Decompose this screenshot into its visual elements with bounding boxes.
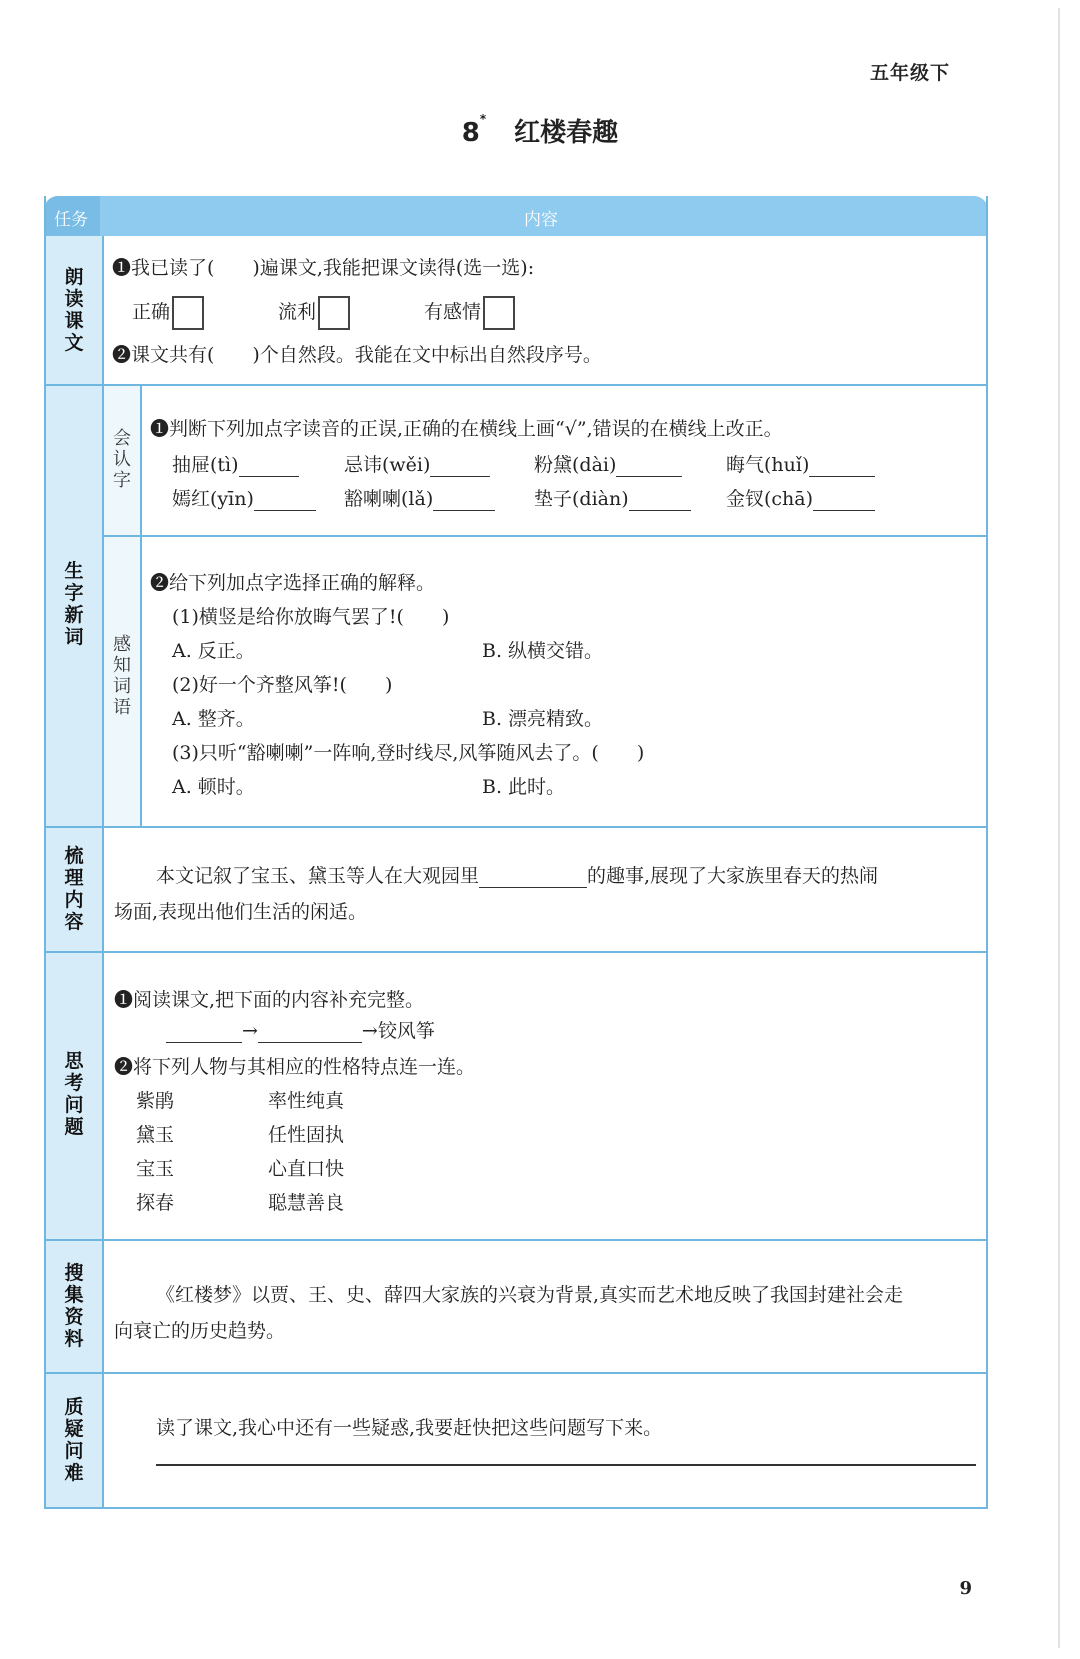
page-edge-shadow (1058, 8, 1060, 1648)
header-content: 内容 (524, 210, 558, 230)
checkbox[interactable] (318, 296, 350, 330)
row-label-summary: 梳 理 内 容 (64, 845, 84, 933)
header-task: 任务 (54, 210, 88, 230)
answer-blank[interactable] (479, 867, 587, 888)
read-question-2: ❷课文共有( )个自然段。我能在文中标出自然段序号。 (112, 344, 602, 366)
collect-text: 《红楼梦》以贾、王、史、薛四大家族的兴衰为背景,真实而艺术地反映了我国封建社会走 (156, 1284, 904, 1306)
person-item[interactable]: 探春 (136, 1192, 175, 1214)
grade-label: 五年级下 (869, 62, 950, 84)
read-question-1: ❶我已读了( )遍课文,我能把课文读得(选一选): (112, 257, 535, 279)
trait-item[interactable]: 率性纯真 (268, 1090, 345, 1112)
pinyin-item: 忌讳(wěi) (344, 450, 490, 477)
choice-option-a[interactable]: A. 反正。 (172, 640, 255, 662)
subrow-divider (104, 535, 986, 537)
arrow-right-icon: → (242, 1020, 258, 1042)
answer-blank[interactable] (430, 456, 490, 477)
pinyin-item: 豁喇喇(lǎ) (344, 484, 495, 511)
sublabel-recognize: 会 认 字 (113, 428, 131, 491)
read-option-correct: 正确 (132, 296, 204, 330)
pinyin-item: 垫子(diàn) (534, 484, 691, 511)
row-label-think: 思 考 问 题 (64, 1050, 84, 1138)
choice-question: (3)只听“豁喇喇”一阵响,登时线尽,风筝随风去了。( ) (172, 742, 645, 764)
lesson-number: 8* (461, 112, 487, 148)
pinyin-item: 嫣红(yīn) (172, 484, 316, 511)
think-question-1: ❶阅读课文,把下面的内容补充完整。 (114, 989, 425, 1011)
row-label-collect: 搜 集 资 料 (64, 1262, 84, 1350)
row-divider (46, 384, 986, 386)
choice-option-a[interactable]: A. 整齐。 (172, 708, 255, 730)
read-option-fluent: 流利 (278, 296, 350, 330)
row-divider (46, 826, 986, 828)
choice-option-b[interactable]: B. 漂亮精致。 (482, 708, 604, 730)
choice-option-b[interactable]: B. 纵横交错。 (482, 640, 604, 662)
summary-text: 本文记叙了宝玉、黛玉等人在大观园里 的趣事,展现了大家族里春天的热闹 (156, 865, 879, 887)
choice-question: (1)横竖是给你放晦气罢了!( ) (172, 606, 450, 628)
subtask-column-divider (140, 386, 142, 826)
checkbox[interactable] (483, 296, 515, 330)
person-item[interactable]: 黛玉 (136, 1124, 175, 1146)
trait-item[interactable]: 任性固执 (268, 1124, 345, 1146)
writing-line[interactable] (156, 1464, 976, 1466)
read-option-emotion: 有感情 (424, 296, 515, 330)
checkbox[interactable] (172, 296, 204, 330)
flow-blank[interactable] (166, 1022, 242, 1043)
trait-item[interactable]: 聪慧善良 (268, 1192, 345, 1214)
row-label-question: 质 疑 问 难 (64, 1396, 84, 1484)
row-divider (46, 951, 986, 953)
answer-blank[interactable] (629, 490, 691, 511)
pinyin-item: 金钗(chā) (726, 484, 875, 511)
row-label-words: 生 字 新 词 (64, 560, 84, 648)
question-prompt: 读了课文,我心中还有一些疑惑,我要赶快把这些问题写下来。 (156, 1417, 663, 1439)
summary-text-cont: 场面,表现出他们生活的闲适。 (114, 901, 368, 923)
task-column-divider (102, 236, 104, 1507)
person-item[interactable]: 宝玉 (136, 1158, 175, 1180)
table-frame (44, 196, 988, 1509)
flow-blank[interactable] (258, 1022, 362, 1043)
pinyin-item: 粉黛(dài) (534, 450, 682, 477)
person-item[interactable]: 紫鹃 (136, 1090, 175, 1112)
answer-blank[interactable] (239, 456, 299, 477)
think-question-2: ❷将下列人物与其相应的性格特点连一连。 (114, 1056, 476, 1078)
words-question-1: ❶判断下列加点字读音的正误,正确的在横线上画“√”,错误的在横线上改正。 (150, 418, 783, 440)
pinyin-item: 抽屉(tì) (172, 450, 299, 477)
lesson-title (0, 112, 1080, 149)
page-number: 9 (959, 1578, 972, 1599)
answer-blank[interactable] (616, 456, 682, 477)
answer-blank[interactable] (254, 490, 316, 511)
pinyin-item: 晦气(huǐ) (726, 450, 875, 477)
row-divider (46, 1239, 986, 1241)
answer-blank[interactable] (813, 490, 875, 511)
answer-blank[interactable] (809, 456, 875, 477)
choice-option-b[interactable]: B. 此时。 (482, 776, 566, 798)
row-label-read: 朗 读 课 文 (64, 266, 84, 354)
trait-item[interactable]: 心直口快 (268, 1158, 345, 1180)
sublabel-understand: 感 知 词 语 (113, 634, 131, 718)
words-question-2: ❷给下列加点字选择正确的解释。 (150, 572, 436, 594)
row-divider (46, 1372, 986, 1374)
collect-text-cont: 向衰亡的历史趋势。 (114, 1320, 286, 1342)
flow-chain: → →铰风筝 (166, 1016, 435, 1043)
answer-blank[interactable] (433, 490, 495, 511)
lesson-title-text: 红楼春趣 (514, 118, 619, 148)
choice-question: (2)好一个齐整风筝!( ) (172, 674, 393, 696)
choice-option-a[interactable]: A. 顿时。 (172, 776, 255, 798)
